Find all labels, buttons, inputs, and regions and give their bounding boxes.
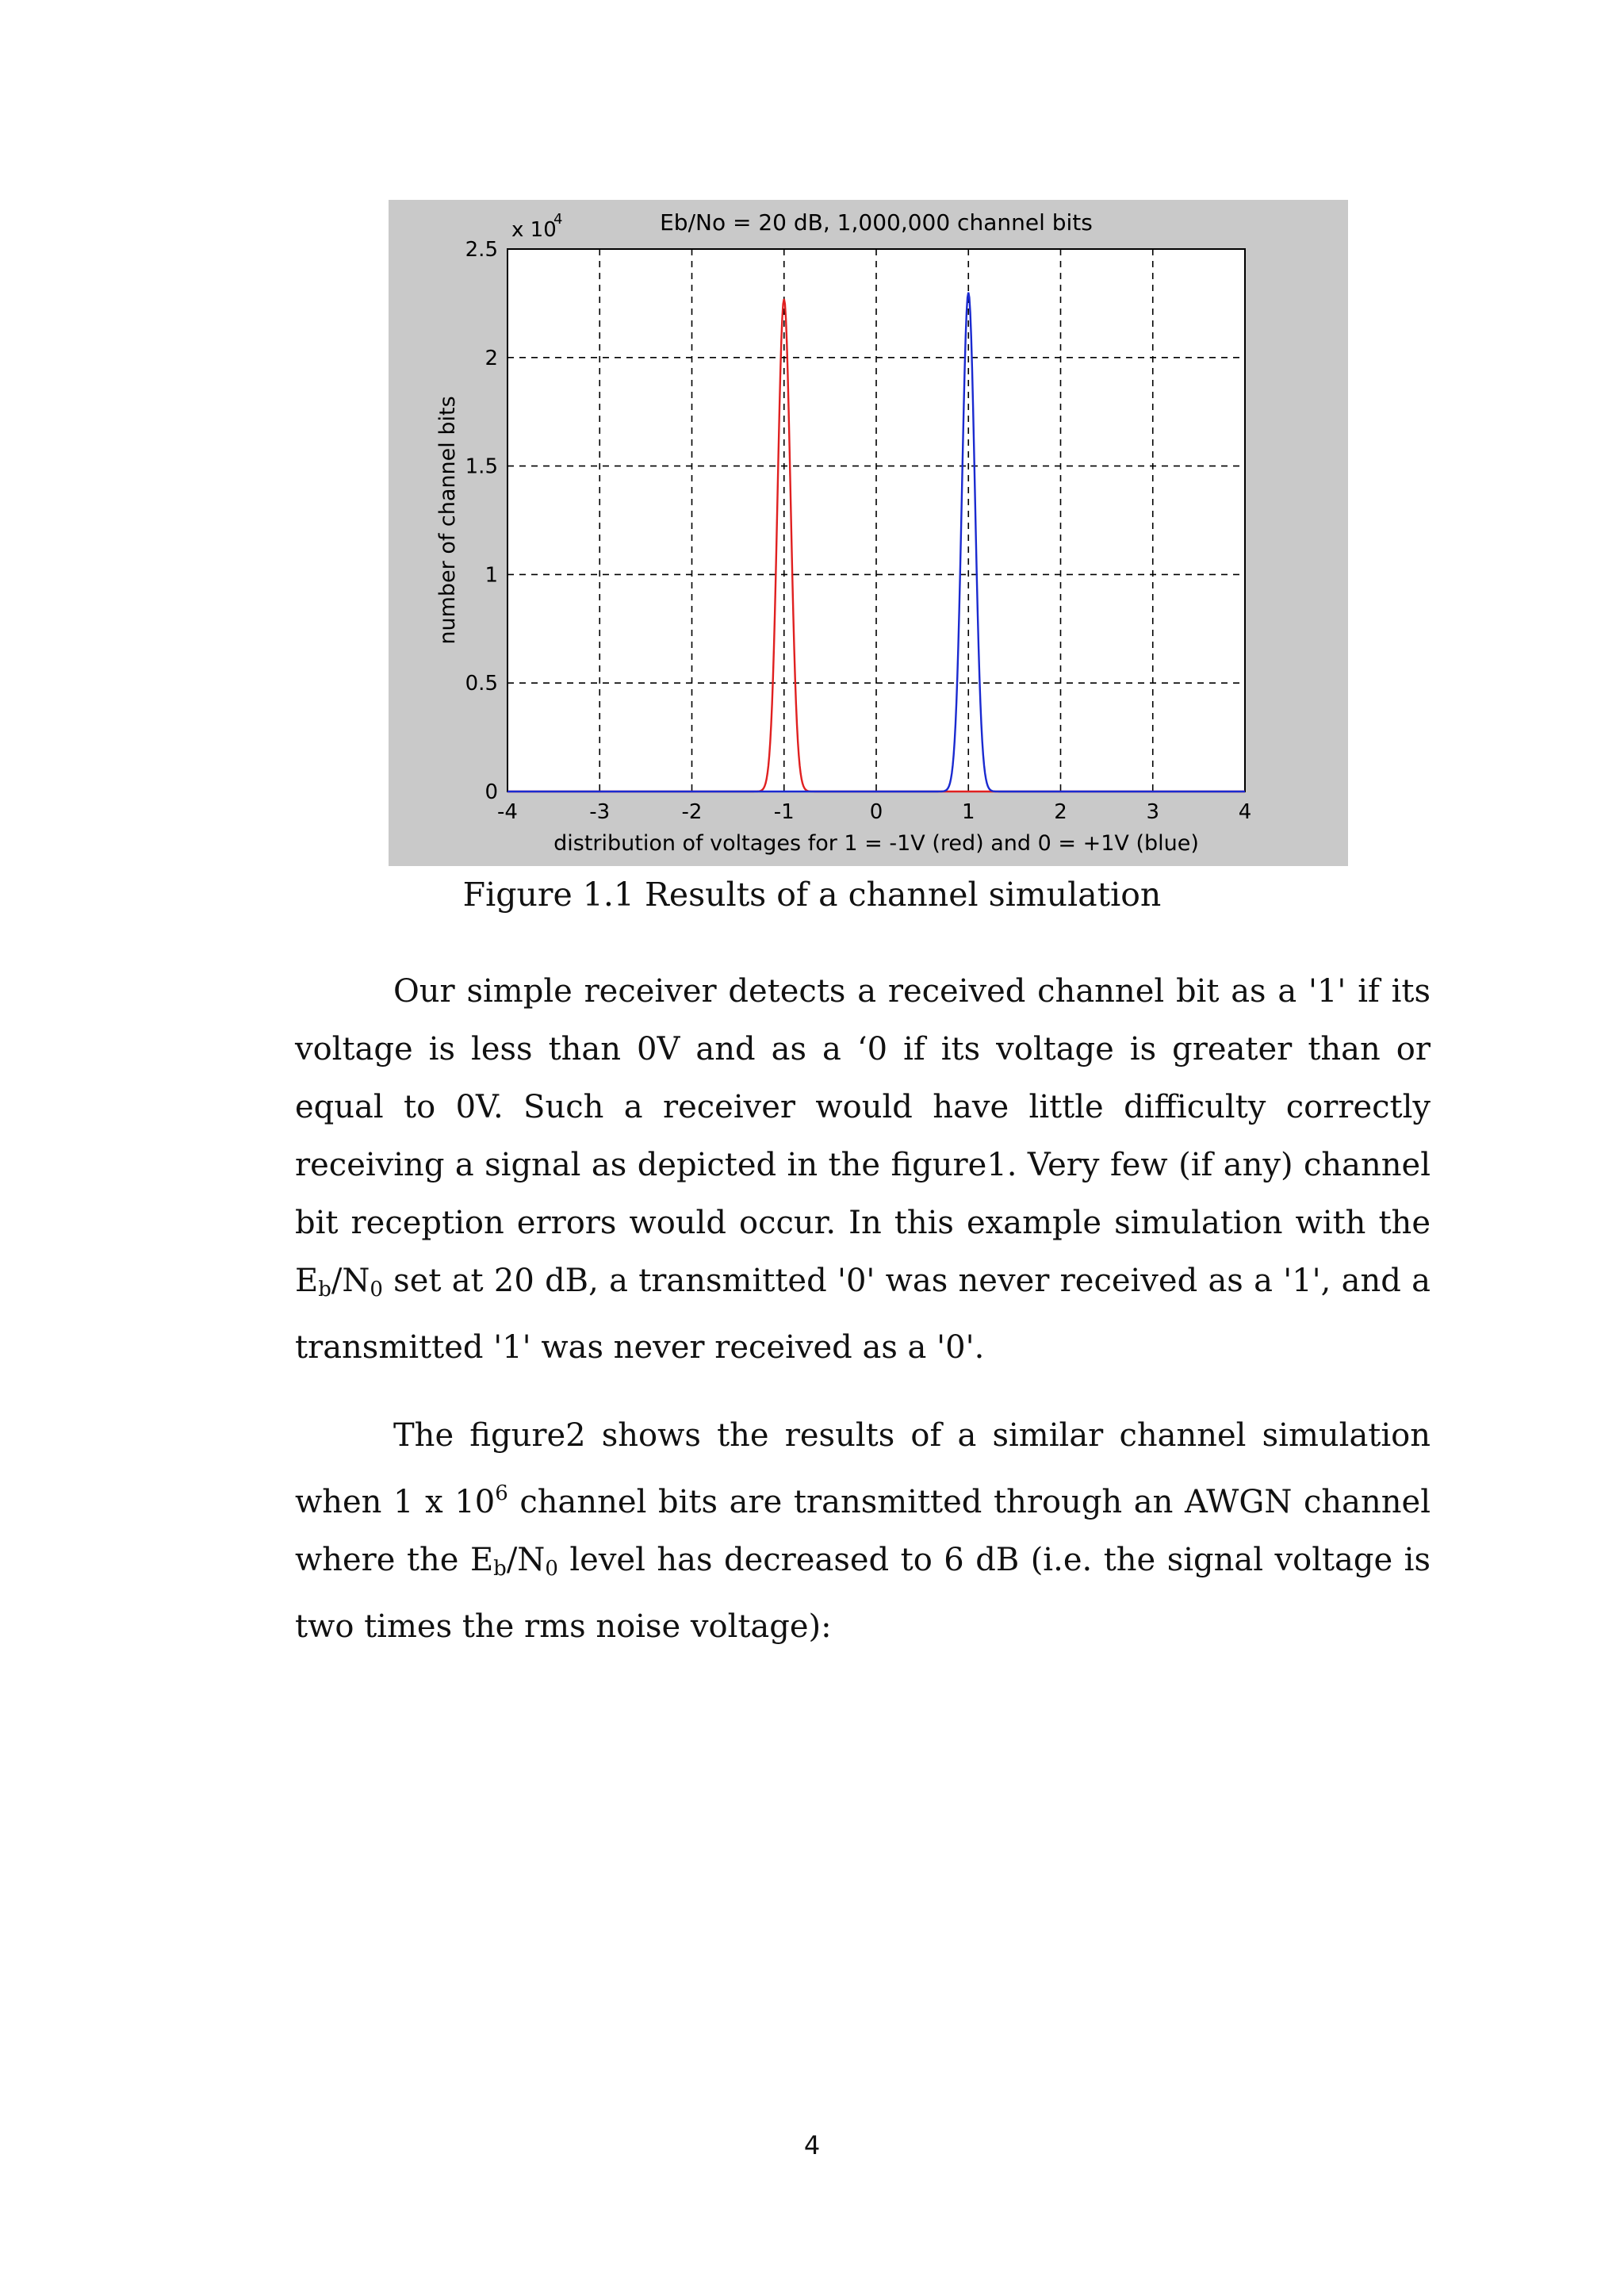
p1-text-c: set at 20 dB, a transmitted '0' was never received as a '1', and a transmitted '1' was never received as a '0'.	[295, 1263, 1431, 1366]
x-tick-label: 1	[961, 800, 975, 824]
y-tick-label: 0.5	[465, 672, 498, 696]
p1-subscript-b: b	[318, 1278, 331, 1301]
p1-subscript-0: 0	[370, 1278, 383, 1301]
x-tick-label: -2	[681, 800, 703, 824]
p2-text-a: The figure2 shows the results of a similar channel simulation when 1 x 10	[295, 1417, 1431, 1520]
y-tick-label: 1	[485, 563, 498, 588]
plot-area	[508, 249, 1245, 792]
page-number: 4	[803, 2130, 821, 2160]
y-tick-label: 2.5	[465, 238, 498, 262]
x-tick-label: -4	[497, 800, 518, 824]
y-exponent-label: x 10	[511, 218, 557, 242]
y-tick-label: 0	[485, 780, 498, 804]
x-tick-label: 2	[1054, 800, 1067, 824]
voltage-distribution-chart	[389, 200, 1348, 866]
p2-subscript-b: b	[493, 1557, 507, 1581]
x-axis-label: distribution of voltages for 1 = -1V (red) and 0 = +1V (blue)	[553, 831, 1199, 856]
p1-text-a: Our simple receiver detects a received channel bit as a '1' if its voltage is less than 0V and as a ‘0 if its voltage is greater than or equal to 0V. Such a receiver would have little difficulty correctly receiving a signal as depicted in the figure1. Very few (if any) channel bit reception errors would occur. In this example simulation with the E	[295, 973, 1431, 1299]
figure-chart	[389, 200, 1348, 866]
p1-text-b: /N	[331, 1263, 370, 1299]
figure-caption: Figure 1.1 Results of a channel simulation	[462, 876, 1162, 914]
p2-superscript-6: 6	[495, 1481, 508, 1505]
x-tick-label: 0	[869, 800, 883, 824]
paragraph-1	[295, 963, 1431, 1377]
y-tick-label: 1.5	[465, 454, 498, 479]
y-exponent: 4	[553, 211, 563, 228]
p2-subscript-0: 0	[545, 1557, 558, 1581]
y-tick-label: 2	[485, 346, 498, 370]
p2-text-c: /N	[506, 1542, 546, 1578]
chart-title: Eb/No = 20 dB, 1,000,000 channel bits	[660, 209, 1093, 236]
x-tick-label: -3	[589, 800, 611, 824]
paragraph-2	[295, 1407, 1431, 1656]
x-tick-label: 4	[1238, 800, 1252, 824]
p2-text-d: level has decreased to 6 dB (i.e. the signal voltage is two times the rms noise voltage):	[295, 1542, 1431, 1645]
p2-text-b: channel bits are transmitted through an AWGN channel where the E	[295, 1484, 1431, 1578]
x-tick-label: -1	[773, 800, 795, 824]
x-tick-label: 3	[1146, 800, 1160, 824]
y-axis-label: number of channel bits	[435, 396, 460, 645]
